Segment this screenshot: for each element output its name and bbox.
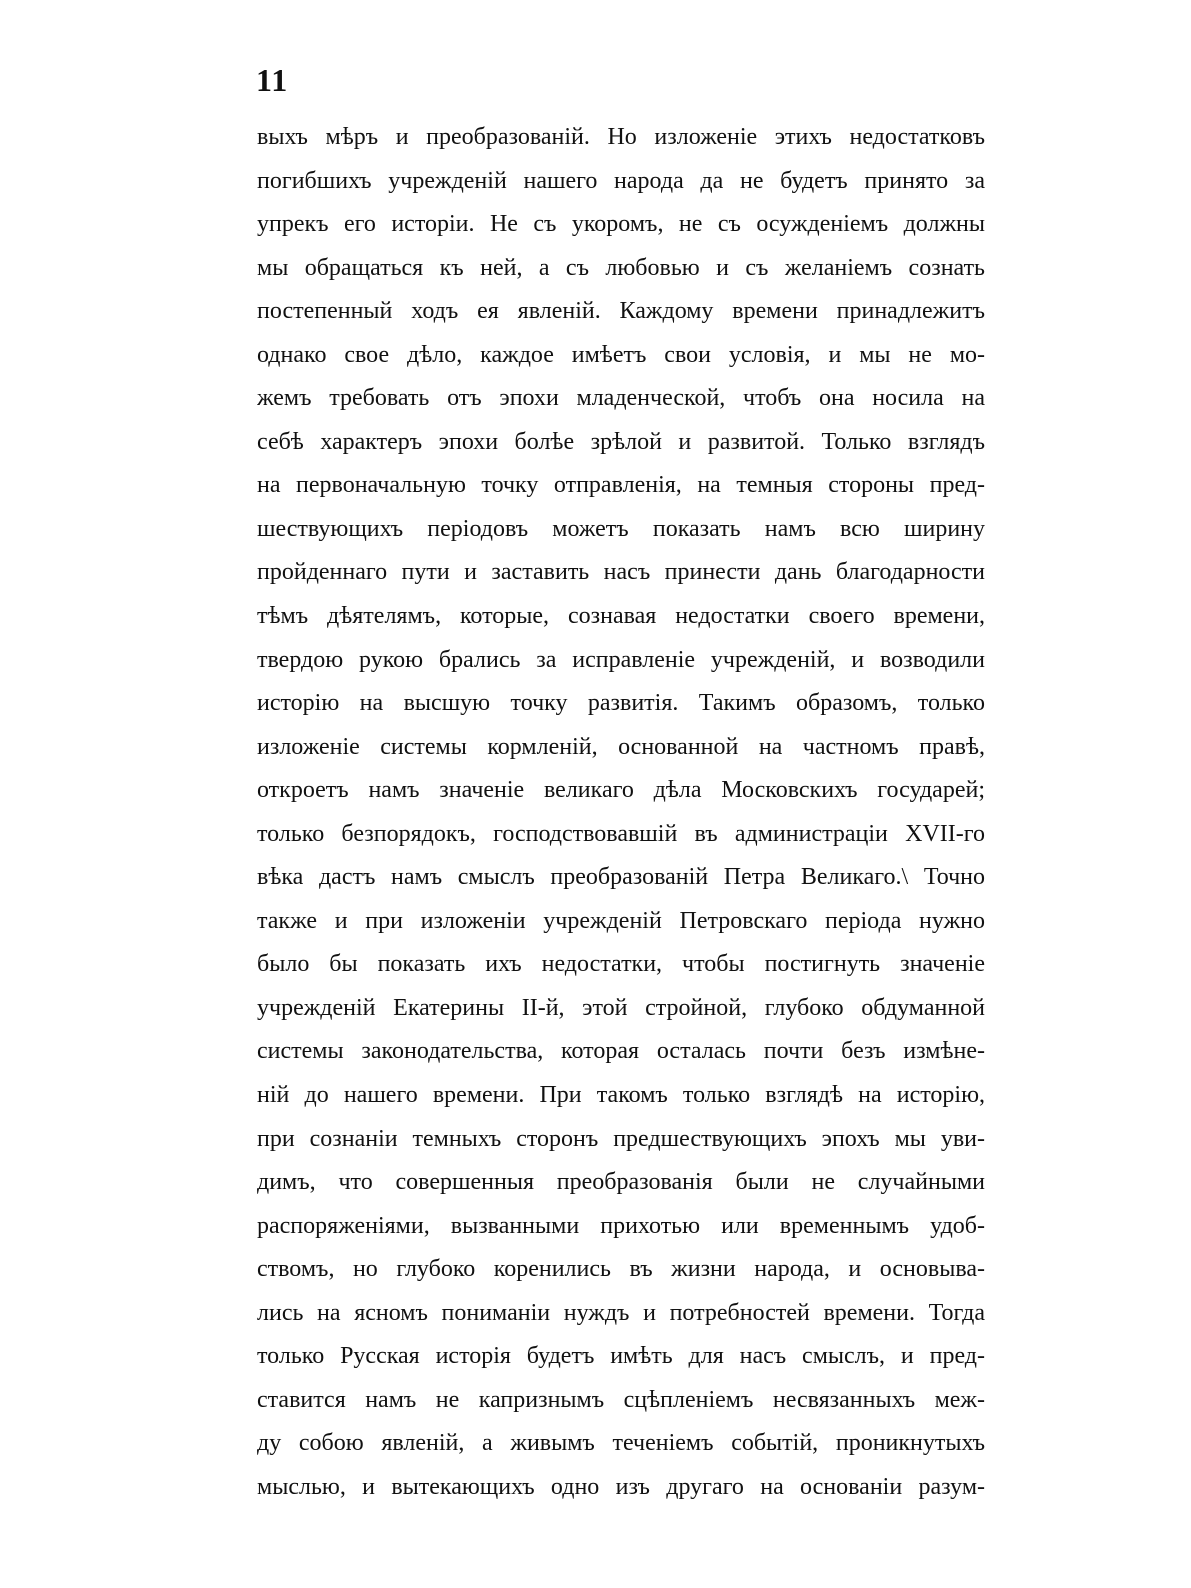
text-line: вѣка дастъ намъ смыслъ преобразованій Петра Великаго.\ Точно xyxy=(257,864,985,891)
text-line: шествующихъ періодовъ можетъ показать намъ всю ширину xyxy=(257,515,985,542)
text-line: было бы показать ихъ недостатки, чтобы постигнуть значеніе xyxy=(257,951,985,978)
text-line: пройденнаго пути и заставить насъ принести дань благодарности xyxy=(257,559,985,586)
text-line: ній до нашего времени. При такомъ только взглядѣ на исторію, xyxy=(257,1082,985,1109)
page-number: 11 xyxy=(256,62,289,98)
text-line: распоряженіями, вызванными прихотью или временнымъ удоб- xyxy=(257,1212,985,1239)
text-line: димъ, что совершенныя преобразованія были не случайными xyxy=(257,1169,985,1196)
text-line: мыслью, и вытекающихъ одно изъ другаго на основаніи разум- xyxy=(257,1473,985,1500)
text-line: твердою рукою брались за исправленіе учрежденій, и возводили xyxy=(257,646,985,673)
text-line: ствомъ, но глубоко коренились въ жизни народа, и основыва- xyxy=(257,1256,985,1283)
text-line: однако свое дѣло, каждое имѣетъ свои условія, и мы не мо- xyxy=(257,341,985,368)
text-line: постепенный ходъ ея явленій. Каждому времени принадлежитъ xyxy=(257,298,985,325)
text-line: только Русская исторія будетъ имѣть для насъ смыслъ, и пред- xyxy=(257,1343,985,1370)
text-line: мы обращаться къ ней, а съ любовью и съ желаніемъ сознать xyxy=(257,254,985,281)
text-line: тѣмъ дѣятелямъ, которые, сознавая недостатки своего времени, xyxy=(257,603,985,630)
text-line: на первоначальную точку отправленія, на темныя стороны пред- xyxy=(257,472,985,499)
text-line: ставится намъ не капризнымъ сцѣпленіемъ несвязанныхъ меж- xyxy=(257,1386,985,1413)
text-line: ду собою явленій, а живымъ теченіемъ событій, проникнутыхъ xyxy=(257,1430,985,1457)
text-line: при сознаніи темныхъ сторонъ предшествующихъ эпохъ мы уви- xyxy=(257,1125,985,1152)
text-line: откроетъ намъ значеніе великаго дѣла Московскихъ государей; xyxy=(257,777,985,804)
text-line: учрежденій Екатерины II-й, этой стройной, глубоко обдуманной xyxy=(257,994,985,1021)
text-line: упрекъ его исторіи. Не съ укоромъ, не съ осужденіемъ должны xyxy=(257,211,985,238)
text-line: изложеніе системы кормленій, основанной на частномъ правѣ, xyxy=(257,733,985,760)
text-line: себѣ характеръ эпохи болѣе зрѣлой и развитой. Только взглядъ xyxy=(257,428,985,455)
body-text xyxy=(257,116,985,1510)
text-line: лись на ясномъ пониманіи нуждъ и потребностей времени. Тогда xyxy=(257,1299,985,1326)
text-line: только безпорядокъ, господствовавшій въ администраціи XVII-го xyxy=(257,820,985,847)
text-line: выхъ мѣръ и преобразованій. Но изложеніе этихъ недостатковъ xyxy=(257,124,985,150)
text-line: также и при изложеніи учрежденій Петровскаго періода нужно xyxy=(257,907,985,934)
text-line: системы законодательства, которая осталась почти безъ измѣне- xyxy=(257,1038,985,1065)
text-line: жемъ требовать отъ эпохи младенческой, чтобъ она носила на xyxy=(257,385,985,412)
text-line: погибшихъ учрежденій нашего народа да не будетъ принято за xyxy=(257,167,985,194)
text-line: исторію на высшую точку развитія. Такимъ образомъ, только xyxy=(257,690,985,717)
